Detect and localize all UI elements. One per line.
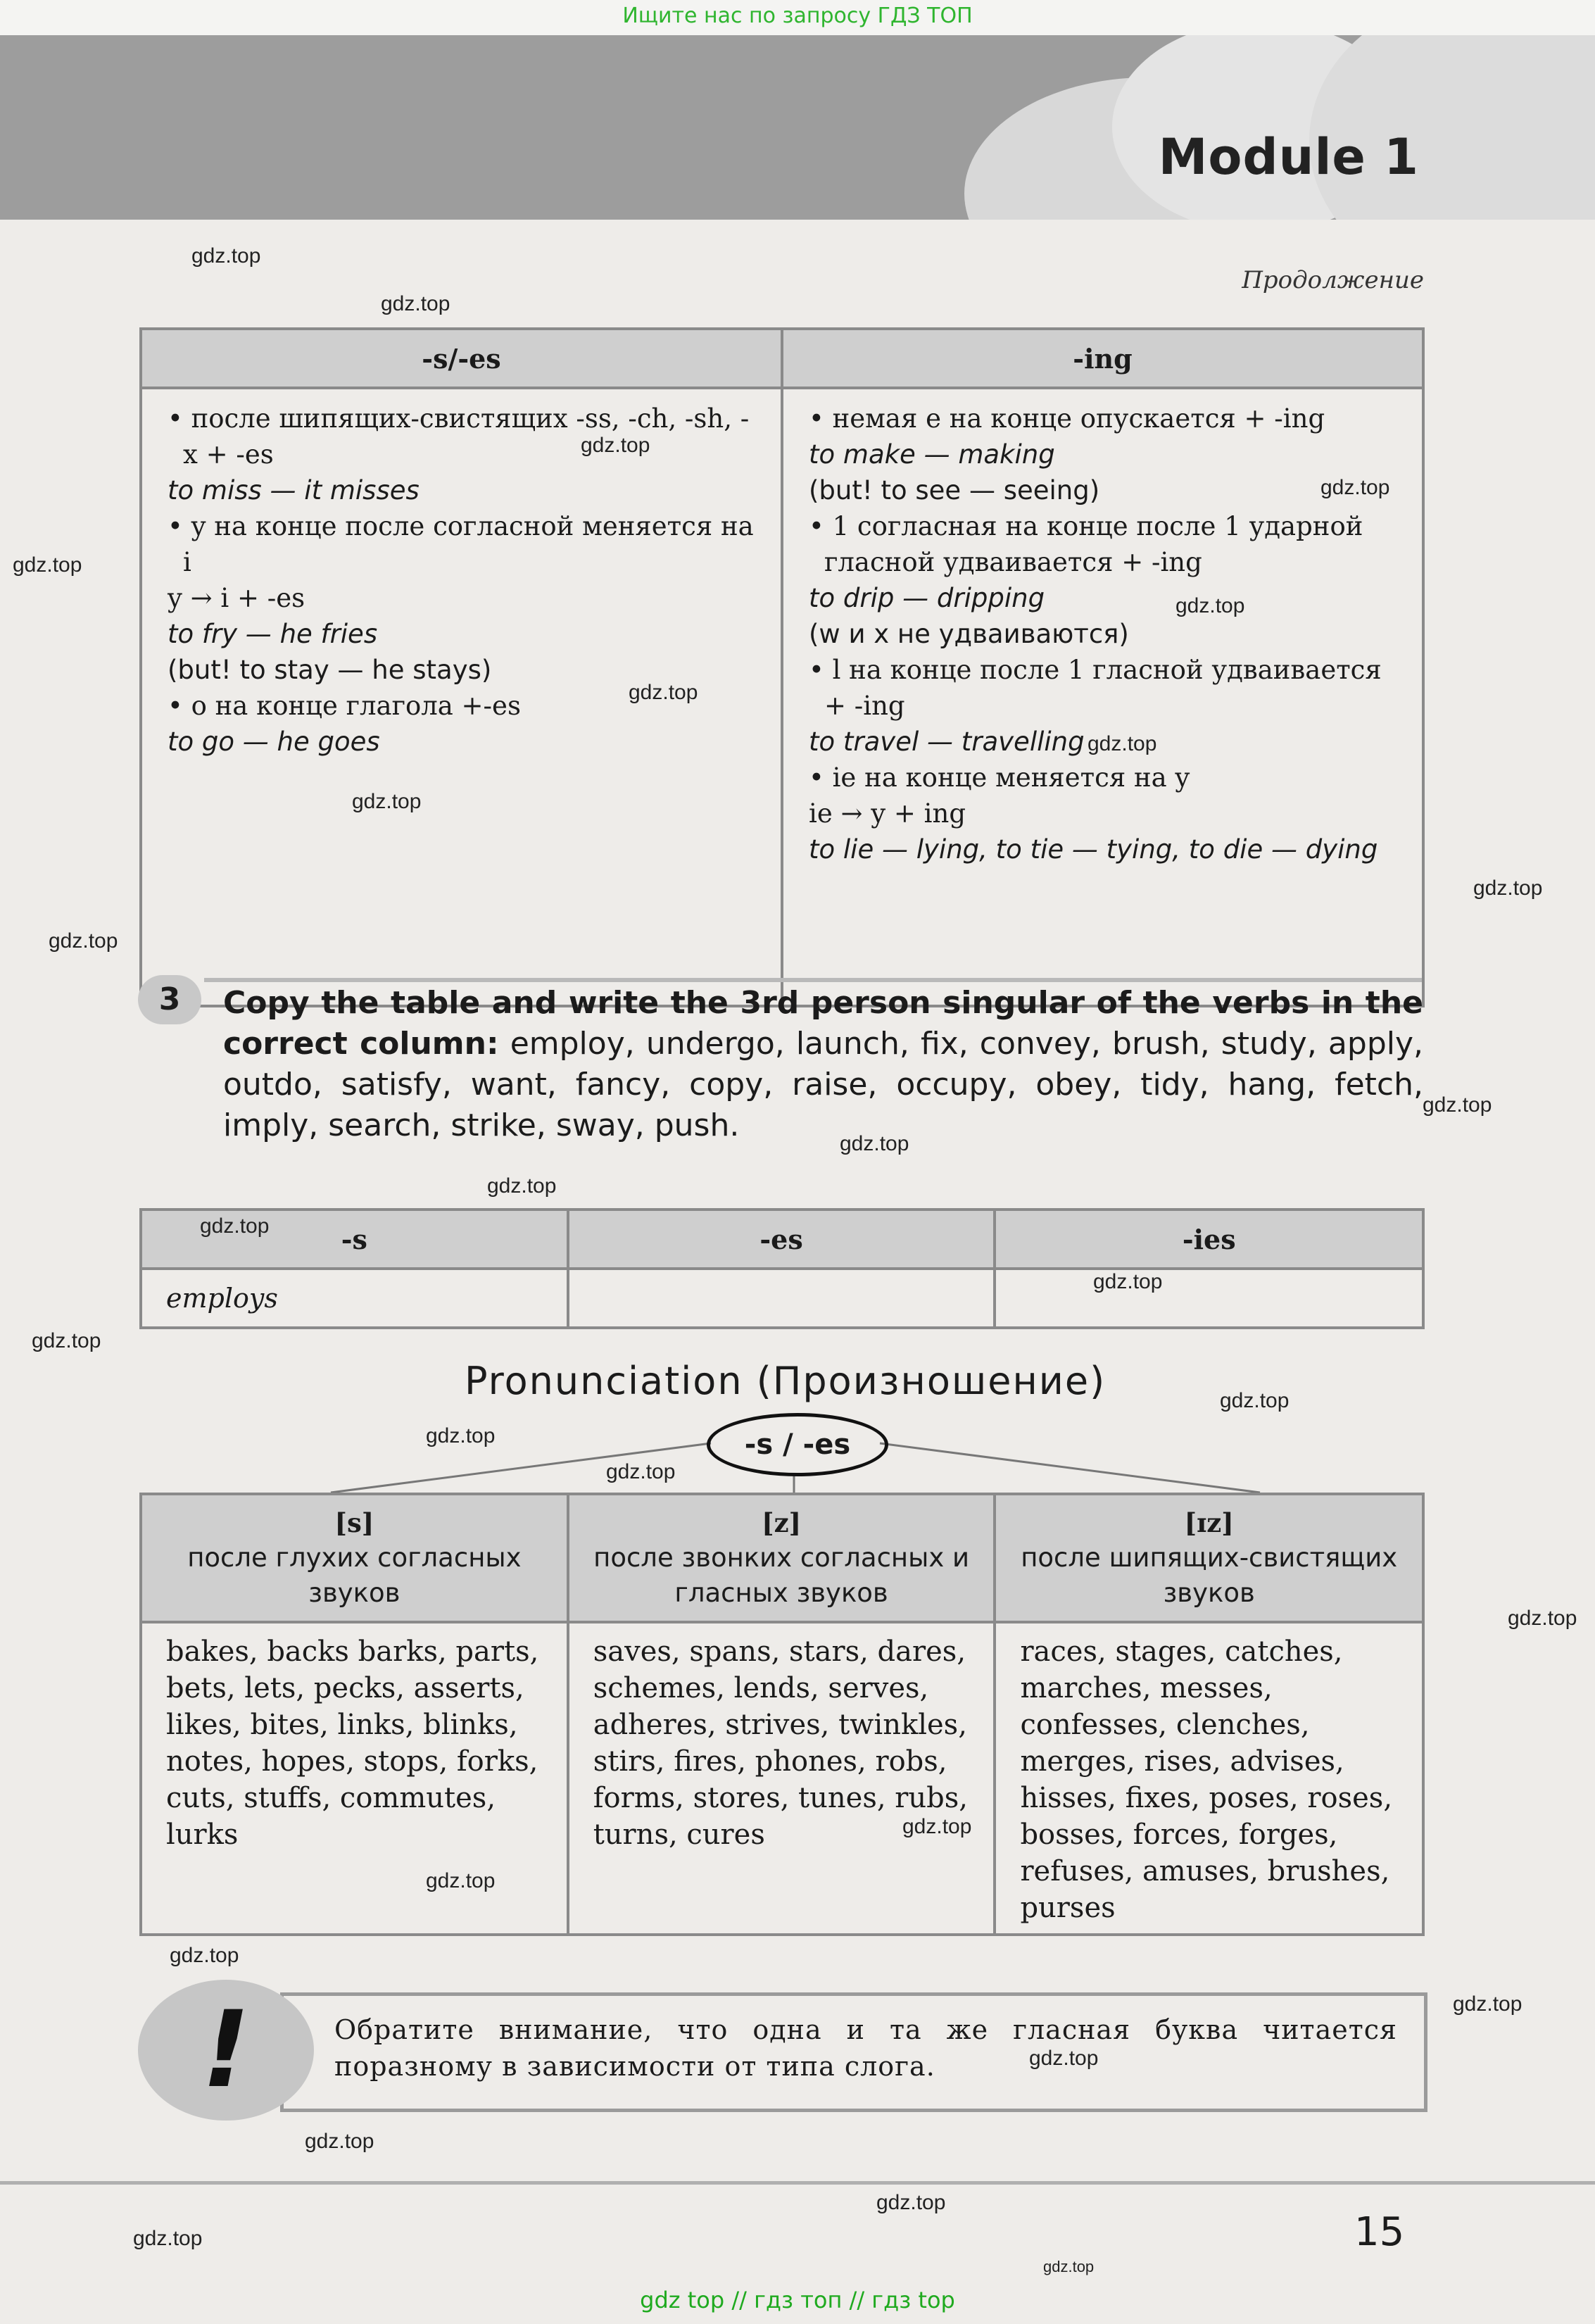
pronunciation-table — [139, 1493, 1425, 1936]
watermark: gdz.top — [1029, 2047, 1099, 2070]
watermark: gdz.top — [629, 681, 698, 704]
continuation-label: Продолжение — [1242, 266, 1424, 294]
rule-text: ie → y + ing — [809, 798, 966, 829]
rule-text: • l на конце после 1 гласной удваивается + -ing — [809, 655, 1382, 721]
watermark: gdz.top — [1423, 1093, 1492, 1117]
rule-text: y → i + -es — [168, 583, 305, 613]
module-title: Module 1 — [1158, 128, 1419, 186]
sound-symbol: [z] — [762, 1507, 802, 1538]
watermark: gdz.top — [133, 2227, 203, 2250]
bottom-divider — [0, 2181, 1595, 2185]
watermark: gdz.top — [426, 1869, 496, 1892]
rule-example: to drip — dripping — [809, 583, 1045, 613]
sound-header-s — [141, 1494, 568, 1622]
watermark: gdz.top — [13, 553, 82, 577]
words-s: bakes, backs barks, parts, bets, lets, pecks, asserts, likes, bites, links, blinks, notes, hopes, stops, forks, cuts, stuffs, commutes, lurks — [141, 1622, 568, 1935]
rule-text: • 1 согласная на конце после 1 ударной гласной удваивается + -ing — [809, 511, 1363, 577]
watermark: gdz.top — [1043, 2258, 1095, 2275]
watermark: gdz.top — [606, 1460, 676, 1483]
exercise-number: 3 — [138, 975, 201, 1024]
watermark: gdz.top — [170, 1944, 239, 1967]
sound-header-iz — [995, 1494, 1423, 1622]
rule-text: • ie на конце меняется на y — [809, 762, 1190, 793]
watermark: gdz.top — [840, 1132, 909, 1155]
top-banner[interactable]: Ищите нас по запросу ГДЗ ТОП — [0, 0, 1595, 35]
sound-description: после глухих согласных звуков — [187, 1543, 522, 1608]
note-text: Обратите внимание, что одна и та же гласная буква читается поразному в зависимости от типа слога. — [334, 2014, 1397, 2082]
column-header-s-es: -s/-es — [141, 329, 782, 388]
sound-description: после звонких согласных и гласных звуков — [593, 1543, 970, 1608]
rule-text: • y на конце после согласной меняется на i — [168, 511, 754, 577]
sound-symbol: [s] — [334, 1507, 374, 1538]
answer-cell: employs — [141, 1269, 568, 1328]
words-z: saves, spans, stars, dares, schemes, lends, serves, adheres, strives, twinkles, stirs, fires, phones, robs, forms, stores, tunes, rubs, turns, cures — [568, 1622, 995, 1935]
column-header-ing: -ing — [782, 329, 1423, 388]
watermark: gdz.top — [49, 929, 118, 953]
rule-text: • немая e на конце опускается + -ing — [809, 403, 1325, 434]
watermark: gdz.top — [487, 1174, 557, 1198]
rule-example: to make — making — [809, 439, 1055, 470]
watermark: gdz.top — [1320, 476, 1390, 499]
watermark: gdz.top — [581, 434, 650, 457]
watermark: gdz.top — [1473, 877, 1543, 900]
watermark: gdz.top — [1088, 732, 1157, 755]
watermark: gdz.top — [1175, 594, 1245, 617]
pronunciation-title: Pronunciation (Произношение) — [465, 1359, 1107, 1403]
watermark: gdz.top — [876, 2191, 946, 2214]
watermark: gdz.top — [426, 1424, 496, 1447]
rule-text: • o на конце глагола +-es — [168, 691, 521, 721]
exclamation-mark: ! — [201, 1989, 251, 2111]
page-number: 15 — [1354, 2209, 1405, 2255]
column-header-s: -s — [141, 1210, 568, 1269]
words-iz: races, stages, catches, marches, messes, confesses, clenches, merges, rises, advises, hisses, fixes, poses, roses, bosses, forces, forges, refuses, amuses, brushes, purses — [995, 1622, 1423, 1935]
watermark: gdz.top — [1508, 1607, 1577, 1630]
rule-example: to miss — it misses — [168, 475, 420, 505]
exercise-verbs: employ, undergo, launch, fix, convey, brush, study, apply, outdo, satisfy, want, fancy, copy, raise, occupy, obey, tidy, hang, fetch, imply, search, strike, sway, push. — [223, 1026, 1423, 1143]
watermark: gdz.top — [902, 1815, 972, 1838]
suffix-oval: -s / -es — [707, 1413, 888, 1476]
rule-example: (but! to stay — he stays) — [168, 655, 492, 685]
rule-example: to travel — travelling — [809, 727, 1085, 757]
exercise-instruction: Copy the table and write the 3rd person singular of the verbs in the correct column: — [223, 985, 1423, 1062]
watermark: gdz.top — [305, 2130, 374, 2153]
footer-links[interactable]: gdz top // гдз топ // гдз top — [640, 2287, 955, 2313]
watermark: gdz.top — [191, 244, 261, 268]
rule-text: • после шипящих-свистящих -ss, -ch, -sh, -x + -es — [168, 403, 750, 470]
rule-example: (w и x не удваиваются) — [809, 619, 1129, 649]
rule-example: to go — he goes — [168, 727, 380, 757]
sound-header-z — [568, 1494, 995, 1622]
sound-description: после шипящих-свистящих звуков — [1021, 1543, 1398, 1608]
watermark: gdz.top — [200, 1214, 270, 1238]
exclamation-icon — [138, 1980, 314, 2121]
watermark: gdz.top — [381, 292, 450, 315]
rule-example: to fry — he fries — [168, 619, 378, 649]
rule-example: (but! to see — seeing) — [809, 475, 1100, 505]
sound-symbol: [ɪz] — [1184, 1507, 1234, 1538]
watermark: gdz.top — [352, 790, 422, 813]
rule-example: to lie — lying, to tie — tying, to die — dying — [809, 834, 1378, 865]
watermark: gdz.top — [1453, 1992, 1522, 2016]
watermark: gdz.top — [1093, 1270, 1163, 1293]
column-header-ies: -ies — [995, 1210, 1423, 1269]
watermark: gdz.top — [1220, 1389, 1290, 1412]
column-header-es: -es — [568, 1210, 995, 1269]
watermark: gdz.top — [32, 1329, 101, 1352]
